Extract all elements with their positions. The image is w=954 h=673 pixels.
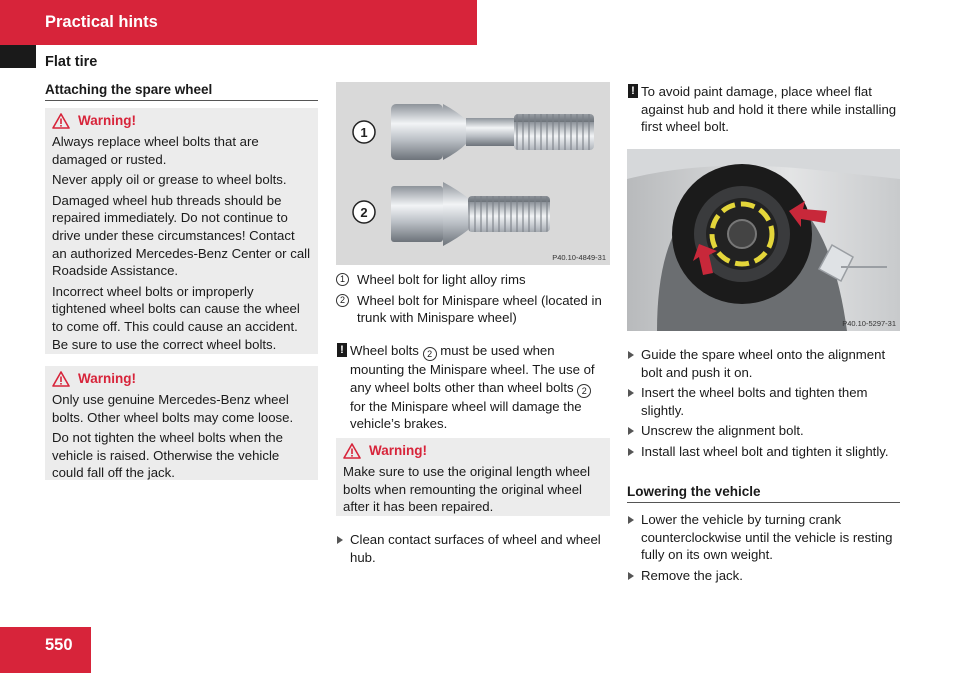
- step-item: Clean contact surfaces of wheel and wheel hub.: [336, 531, 610, 566]
- steps-list-2: [627, 511, 900, 587]
- step-item: Remove the jack.: [627, 567, 900, 585]
- subhead-lowering-vehicle: Lowering the vehicle: [627, 483, 900, 503]
- warning-paragraph: Incorrect wheel bolts or improperly tightened wheel bolts can cause the wheel to come off. This could cause an accident. Be sure to use the correct wheel bolts.: [52, 283, 300, 352]
- step-item: Insert the wheel bolts and tighten them slightly.: [627, 384, 900, 419]
- wheel-bolt-2: [391, 182, 550, 246]
- warning-triangle-icon: [52, 371, 70, 387]
- wheel-bolt-1: [391, 104, 594, 160]
- step-item: Unscrew the alignment bolt.: [627, 422, 900, 440]
- caution-note: [627, 83, 900, 136]
- steps-list: [336, 531, 610, 569]
- warning-label: Warning!: [369, 443, 427, 458]
- figure-legend: [336, 271, 610, 330]
- subhead-attaching-spare-wheel: Attaching the spare wheel: [45, 81, 318, 101]
- page-number: 550: [45, 636, 73, 654]
- warning-label: Warning!: [78, 371, 136, 386]
- section-title: Flat tire: [45, 54, 98, 70]
- legend-number: 1: [336, 273, 349, 286]
- step-item: Lower the vehicle by turning crank counterclockwise until the vehicle is resting fully on its own weight.: [627, 511, 900, 564]
- warning-paragraph: Do not tighten the wheel bolts when the vehicle is raised. Otherwise the vehicle could fall off the jack.: [52, 430, 283, 481]
- warning-box-1: [45, 108, 318, 354]
- step-item: Install last wheel bolt and tighten it slightly.: [627, 443, 900, 461]
- warning-box-3: [336, 438, 610, 516]
- caution-text: To avoid paint damage, place wheel flat against hub and hold it there while installing first wheel bolt.: [641, 84, 897, 135]
- warning-box-2: [45, 366, 318, 480]
- warning-paragraph: Damaged wheel hub threads should be repaired immediately. Do not continue to drive under these circumstances! Contact an authorized Mercedes-Benz Center or call Roadside Assistance.: [52, 192, 311, 279]
- chapter-title: Practical hints: [45, 13, 158, 31]
- warning-paragraph: Always replace wheel bolts that are damaged or rusted.: [52, 134, 259, 167]
- caution-text: Wheel bolts 2 must be used when mounting the Minispare wheel. The use of any wheel bolts other than wheel bolts 2 for the Minispare wheel will damage the vehicle’s brakes.: [350, 343, 595, 432]
- spare-wheel-figure: [627, 149, 900, 331]
- svg-text:1: 1: [360, 125, 368, 140]
- warning-paragraph: Make sure to use the original length wheel bolts when remounting the original wheel after it has been repaired.: [343, 464, 591, 515]
- warning-label: Warning!: [78, 113, 136, 128]
- wheel-bolts-illustration: [336, 82, 610, 265]
- figure-code: P40.10-5297-31: [842, 319, 896, 328]
- warning-triangle-icon: [52, 113, 70, 129]
- warning-paragraph: Only use genuine Mercedes-Benz wheel bolts. Other wheel bolts may come loose.: [52, 392, 294, 425]
- legend-text: Wheel bolt for Minispare wheel (located in trunk with Minispare wheel): [357, 292, 602, 326]
- section-marker: [0, 45, 36, 68]
- callout-1: [353, 121, 375, 143]
- callout-2: [353, 201, 375, 223]
- inline-number: 2: [423, 347, 437, 361]
- figure-code: P40.10-4849-31: [552, 253, 606, 262]
- legend-number: 2: [336, 294, 349, 307]
- legend-text: Wheel bolt for light alloy rims: [357, 272, 526, 287]
- legend-item: [336, 271, 610, 289]
- warning-heading: [52, 112, 311, 130]
- legend-item: [336, 292, 610, 327]
- warning-heading: [343, 442, 603, 460]
- step-item: Guide the spare wheel onto the alignment bolt and push it on.: [627, 346, 900, 381]
- wheel-bolts-figure: [336, 82, 610, 265]
- steps-list: [627, 346, 900, 464]
- spare-tire: [672, 164, 812, 304]
- svg-text:2: 2: [360, 205, 368, 220]
- warning-heading: [52, 370, 311, 388]
- warning-paragraph: Never apply oil or grease to wheel bolts.: [52, 172, 287, 188]
- inline-number: 2: [577, 384, 591, 398]
- warning-triangle-icon: [343, 443, 361, 459]
- caution-icon: !: [628, 84, 638, 98]
- caution-icon: !: [337, 343, 347, 357]
- spare-wheel-illustration: [627, 149, 900, 331]
- caution-note: [336, 342, 610, 433]
